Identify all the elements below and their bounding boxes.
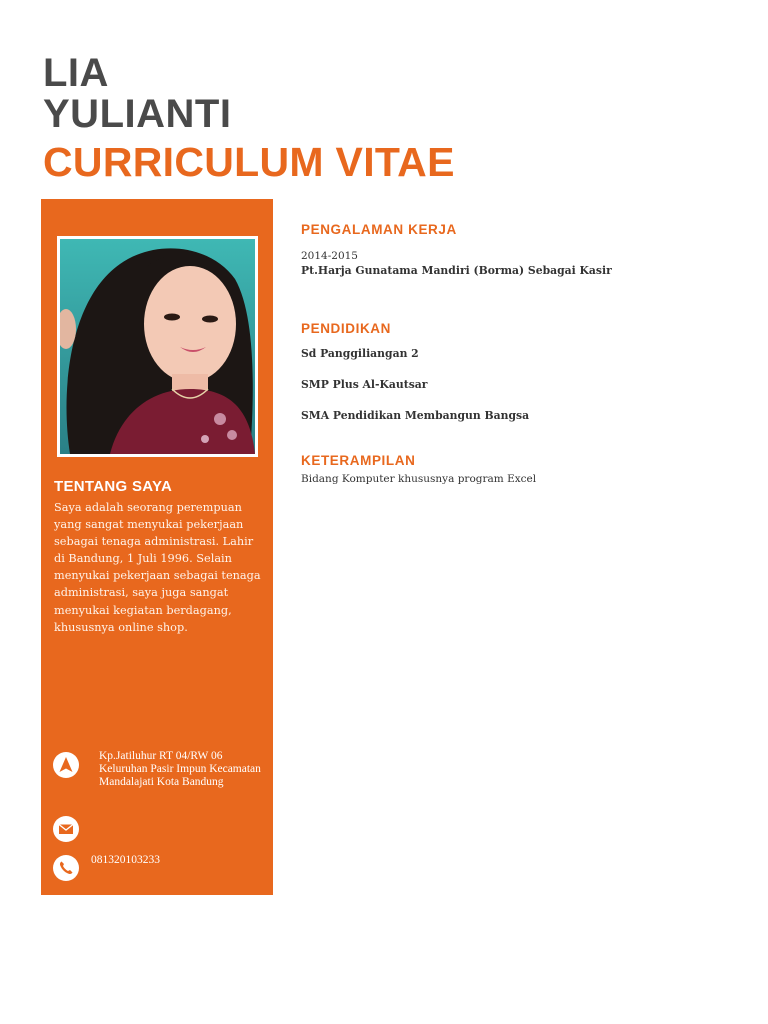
about-heading: TENTANG SAYA: [54, 478, 173, 495]
experience-heading: PENGALAMAN KERJA: [301, 222, 457, 237]
experience-description: Pt.Harja Gunatama Mandiri (Borma) Sebagai Kasir: [301, 264, 612, 277]
education-item: SMP Plus Al-Kautsar: [301, 378, 428, 391]
profile-photo-frame: [57, 236, 258, 457]
skills-text: Bidang Komputer khususnya program Excel: [301, 473, 537, 485]
document-title: CURRICULUM VITAE: [43, 139, 455, 185]
about-text: Saya adalah seorang perempuan yang sangat menyukai pekerjaan sebagai tenaga administrasi. Lahir di Bandung, 1 Juli 1996. Selain menyukai pekerjaan sebagai tenaga administrasi, saya juga sangat menyukai kegiatan berdagang, khususnya online shop.: [54, 501, 261, 634]
education-item: Sd Panggiliangan 2: [301, 347, 419, 360]
profile-photo: [60, 239, 255, 454]
envelope-icon: [53, 816, 79, 842]
phone-text: 081320103233: [91, 854, 160, 866]
location-arrow-icon: [53, 752, 79, 778]
skills-heading: KETERAMPILAN: [301, 453, 416, 468]
last-name: YULIANTI: [43, 92, 232, 136]
first-name: LIA: [43, 51, 109, 95]
education-heading: PENDIDIKAN: [301, 321, 392, 336]
sidebar: [41, 199, 273, 895]
phone-icon: [53, 855, 79, 881]
education-item: SMA Pendidikan Membangun Bangsa: [301, 409, 530, 422]
address-text: Kp.Jatiluhur RT 04/RW 06 Keluruhan Pasir Impun Kecamatan Mandalajati Kota Bandung: [99, 750, 261, 789]
experience-period: 2014-2015: [301, 250, 358, 262]
